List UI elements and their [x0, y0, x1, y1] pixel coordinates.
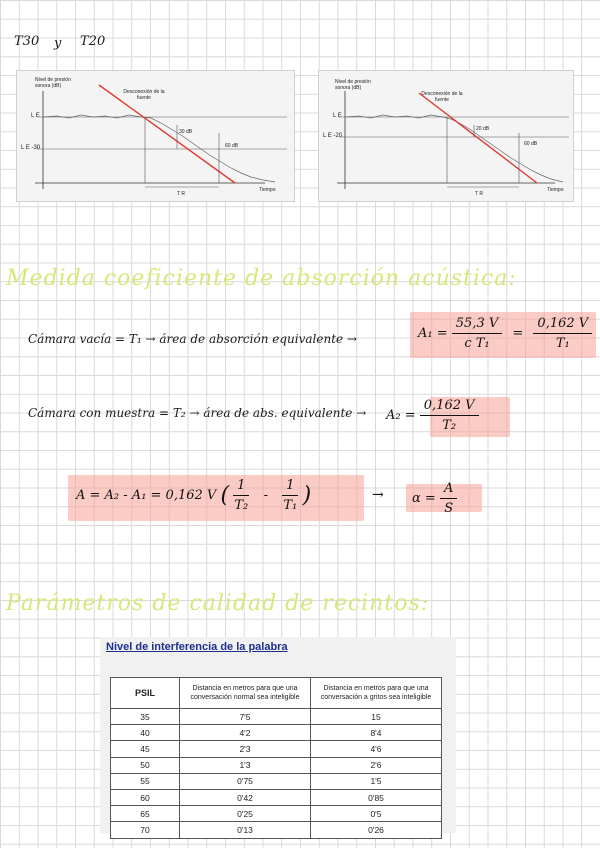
table-row	[111, 789, 442, 805]
eq1-frac1	[452, 316, 502, 351]
header-y: y	[54, 36, 62, 51]
graph1-ylabel: Nivel de presión sonora (dB)	[35, 77, 71, 89]
eq3-alpha	[412, 481, 457, 516]
eq3-paren-close: )	[302, 483, 312, 508]
cell-gritos: 0'26	[311, 822, 442, 838]
graph1-30db: 30 dB	[179, 129, 193, 135]
cell-normal: 2'3	[180, 741, 311, 757]
eq3-den2: T₁	[283, 498, 298, 513]
eq3-den1: T₂	[234, 498, 249, 513]
graph1-tr: T R	[177, 191, 185, 197]
table-header-row	[111, 678, 442, 709]
eq2-formula	[386, 398, 479, 433]
cell-normal: 0'42	[180, 789, 311, 805]
eq3-alpha-lhs: α =	[412, 491, 436, 506]
cell-psil: 40	[111, 725, 180, 741]
psil-table	[110, 677, 442, 839]
table-row	[111, 725, 442, 741]
eq1-num1: 55,3 V	[452, 316, 502, 334]
cell-normal: 1'3	[180, 757, 311, 773]
graph2-off-label: Desconexión de la fuente	[421, 91, 463, 103]
graph1-le30: L E -30	[21, 145, 41, 151]
eq3-alpha-den: S	[444, 501, 454, 516]
eq1-num2: 0,162 V	[533, 316, 592, 334]
cell-psil: 70	[111, 822, 180, 838]
decay-graph-t20	[318, 70, 574, 202]
graph1-off-label: Desconexión de la fuente	[123, 89, 165, 101]
table-row	[111, 806, 442, 822]
table-row	[111, 757, 442, 773]
eq1-text: Cámara vacía = T₁ → área de absorción equivalente →	[28, 332, 357, 346]
header-gritos: Distancia en metros para que una conversación a gritos sea inteligible	[311, 678, 442, 709]
graph1-tiempo: Tiempo	[259, 187, 276, 193]
cell-psil: 50	[111, 757, 180, 773]
header-t20: T20	[80, 34, 106, 49]
cell-normal: 4'2	[180, 725, 311, 741]
eq1-den1: c T₁	[464, 336, 490, 351]
decay-graph-t30	[16, 70, 295, 202]
eq1-frac2	[533, 316, 592, 351]
eq2-lhs: A₂ =	[386, 408, 416, 423]
eq1-formula	[418, 316, 592, 351]
cell-gritos: 2'6	[311, 757, 442, 773]
cell-gritos: 1'5	[311, 773, 442, 789]
cell-gritos: 4'6	[311, 741, 442, 757]
eq3-paren-open: (	[220, 483, 230, 508]
table-row	[111, 822, 442, 838]
graph2-20db: 20 dB	[476, 126, 490, 132]
section-title-calidad: Parámetros de calidad de recintos:	[6, 591, 430, 616]
cell-gritos: 8'4	[311, 725, 442, 741]
cell-gritos: 0'85	[311, 789, 442, 805]
cell-psil: 60	[111, 789, 180, 805]
cell-gritos: 15	[311, 709, 442, 725]
cell-psil: 55	[111, 773, 180, 789]
graph1-60db: 60 dB	[225, 143, 239, 149]
table-title: Nivel de interferencia de la palabra	[106, 641, 288, 653]
eq3-alpha-frac	[440, 481, 457, 516]
cell-psil: 65	[111, 806, 180, 822]
header-t30: T30	[14, 34, 40, 49]
cell-normal: 7'5	[180, 709, 311, 725]
eq1-equals: =	[512, 326, 524, 341]
eq3-num1: 1	[233, 478, 249, 496]
graph2-tr: T R	[475, 191, 483, 197]
eq3-frac1	[233, 478, 249, 513]
eq3-frac2	[282, 478, 298, 513]
psil-table-panel	[100, 637, 456, 833]
cell-normal: 0'13	[180, 822, 311, 838]
table-row	[111, 741, 442, 757]
eq2-num: 0,162 V	[420, 398, 479, 416]
eq2-den: T₂	[442, 418, 457, 433]
graph2-60db: 60 dB	[524, 141, 538, 147]
graph1-le: L E	[31, 113, 40, 119]
cell-psil: 45	[111, 741, 180, 757]
eq3-num2: 1	[282, 478, 298, 496]
graph2-le20: L E -20	[323, 133, 343, 139]
graph2-ylabel: Nivel de presión sonora (dB)	[335, 79, 371, 91]
graph2-le: L E	[333, 113, 342, 119]
eq3-minus: -	[263, 488, 268, 503]
table-row	[111, 773, 442, 789]
eq3-formula	[76, 478, 311, 513]
cell-normal: 0'75	[180, 773, 311, 789]
eq3-arrow: →	[372, 487, 384, 503]
eq2-text: Cámara con muestra = T₂ → área de abs. equivalente →	[28, 406, 367, 420]
cell-normal: 0'25	[180, 806, 311, 822]
table-row	[111, 709, 442, 725]
cell-psil: 35	[111, 709, 180, 725]
graph2-tiempo: Tiempo	[547, 187, 564, 193]
eq1-lhs: A₁ =	[418, 326, 448, 341]
eq3-alpha-num: A	[440, 481, 457, 499]
section-title-absorcion: Medida coeficiente de absorción acústica:	[6, 266, 517, 291]
cell-gritos: 0'5	[311, 806, 442, 822]
eq3-lhs: A = A₂ - A₁ = 0,162 V	[76, 488, 217, 503]
eq2-frac	[420, 398, 479, 433]
eq1-den2: T₁	[555, 336, 570, 351]
header-normal: Distancia en metros para que una conversación normal sea inteligible	[180, 678, 311, 709]
header-psil: PSIL	[111, 678, 180, 709]
